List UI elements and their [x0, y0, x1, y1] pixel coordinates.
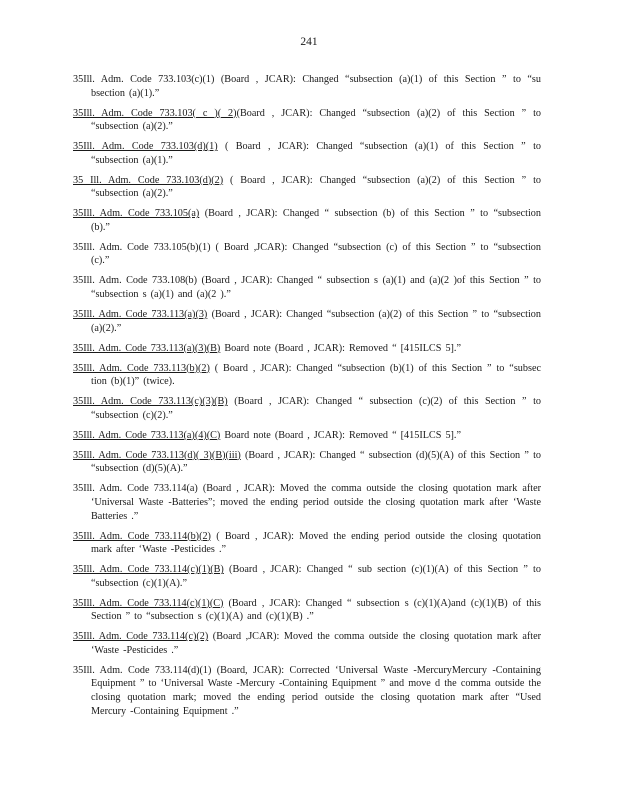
- citation: 35 Ill. Adm. Code 733.103(d)(2): [73, 174, 224, 186]
- amendment-text: ( Board , JCAR): Moved the ending period outside the closing quotation mark after ‘Waste -Pesticides .”: [91, 530, 541, 556]
- amendment-list: [73, 73, 541, 725]
- citation: 35Ill. Adm. Code 733.114(d)(1): [73, 664, 212, 676]
- amendment-entry: [73, 597, 541, 624]
- amendment-entry: [73, 207, 541, 234]
- amendment-text: Board note (Board , JCAR): Removed “ [415ILCS 5].”: [220, 342, 461, 354]
- citation: 35Ill. Adm. Code 733.114(c)(1)(B): [73, 564, 224, 576]
- amendment-entry: [73, 241, 541, 268]
- amendment-entry: [73, 395, 541, 422]
- amendment-entry: [73, 664, 541, 718]
- page-number: 241: [300, 36, 318, 48]
- amendment-text: (Board , JCAR): Changed “ subsection s (c)(1)(A)and (c)(1)(B) of this Section ” to “subsection s (c)(1)(A) and (c)(1)(B) .”: [91, 597, 542, 623]
- amendment-entry: [73, 274, 541, 301]
- amendment-text: (Board , JCAR): Changed “ subsection (d)(5)(A) of this Section ” to “subsection (d)(5)(A).”: [91, 449, 541, 475]
- amendment-entry: [73, 630, 541, 657]
- amendment-entry: [73, 107, 541, 134]
- amendment-text: Board note (Board , JCAR): Removed “ [415ILCS 5].”: [220, 429, 461, 441]
- amendment-entry: [73, 449, 541, 476]
- amendment-entry: [73, 429, 541, 443]
- citation: 35Ill. Adm. Code 733.114(b)(2): [73, 530, 211, 542]
- citation: 35Ill. Adm. Code 733.105(b)(1): [73, 241, 211, 253]
- amendment-text: (Board ,JCAR): Moved the comma outside the closing quotation mark after ‘Waste -Pesticides .”: [91, 631, 542, 656]
- amendment-text: (Board , JCAR): Changed “subsection (a)(1) of this Section ” to “su bsection (a)(1).”: [91, 74, 541, 99]
- amendment-text: (Board , JCAR): Changed “subsection (a)(2) of this Section ” to “subsection (a)(2).”: [91, 107, 542, 133]
- amendment-text: ( Board ,JCAR): Changed “subsection (c) of this Section ” to “subsection (c).”: [91, 241, 541, 267]
- amendment-entry: [73, 563, 541, 590]
- amendment-text: (Board , JCAR): Changed “subsection (a)(2) of this Section ” to “subsection (a)(2).”: [91, 309, 541, 334]
- amendment-text: ( Board , JCAR): Changed “subsection (b)(1) of this Section ” to “subsec tion (b)(1)” (twice).: [91, 362, 541, 388]
- amendment-entry: [73, 530, 541, 557]
- citation: 35Ill. Adm. Code 733.105(a): [73, 208, 200, 220]
- citation: 35Ill. Adm. Code 733.113(a)(3): [73, 309, 208, 321]
- citation: 35Ill. Adm. Code 733.113(a)(3)(B): [73, 342, 221, 354]
- amendment-entry: [73, 342, 541, 356]
- citation: 35Ill. Adm. Code 733.108(b): [73, 275, 198, 287]
- amendment-entry: [73, 73, 541, 100]
- amendment-entry: [73, 308, 541, 335]
- amendment-text: (Board , JCAR): Changed “ subsection (c)(2) of this Section ” to “subsection (c)(2).”: [91, 396, 541, 421]
- citation: 35Ill. Adm. Code 733.114(c)(1)(C): [73, 597, 224, 609]
- amendment-text: (Board , JCAR): Changed “ subsection (b) of this Section ” to “subsection (b).”: [91, 208, 541, 233]
- citation: 35Ill. Adm. Code 733.113(b)(2): [73, 362, 210, 374]
- amendment-text: ( Board , JCAR): Changed “subsection (a)(1) of this Section ” to “subsection (a)(1).”: [91, 141, 541, 166]
- citation: 35Ill. Adm. Code 733.103( c )( 2): [73, 107, 237, 119]
- amendment-text: (Board , JCAR): Changed “ sub section (c)(1)(A) of this Section ” to “subsection (c)(1)(A).”: [91, 564, 541, 589]
- amendment-entry: [73, 174, 541, 201]
- amendment-text: (Board , JCAR): Changed “ subsection s (a)(1) and (a)(2 )of this Section ” to “subsection s (a)(1) and (a)(2 ).”: [91, 275, 542, 301]
- amendment-text: (Board , JCAR): Moved the comma outside the closing quotation mark after ‘Universal Waste -Batteries”; moved the ending period outside the closing quotation mark after ‘Waste Batteries .”: [91, 483, 541, 522]
- amendment-text: ( Board , JCAR): Changed “subsection (a)(2) of this Section ” to “subsection (a)(2).”: [91, 174, 541, 200]
- amendment-entry: [73, 140, 541, 167]
- amendment-text: (Board, JCAR): Corrected ‘Universal Waste -MercuryMercury -Containing Equipment ” to ‘Universal Waste -Mercury -Containing Equipment ” and move d the comma outside the closing quotation mark; moved the ending period outside the closing quotation mark after “Used Mercury -Containing Equipment .”: [91, 664, 541, 717]
- amendment-entry: [73, 482, 541, 523]
- citation: 35Ill. Adm. Code 733.103(c)(1): [73, 74, 215, 85]
- citation: 35Ill. Adm. Code 733.113(d)( 3)(B)(iii): [73, 449, 241, 461]
- citation: 35Ill. Adm. Code 733.114(a): [73, 483, 198, 495]
- amendment-entry: [73, 362, 541, 389]
- citation: 35Ill. Adm. Code 733.113(c)(3)(B): [73, 396, 228, 408]
- citation: 35Ill. Adm. Code 733.113(a)(4)(C): [73, 429, 221, 441]
- citation: 35Ill. Adm. Code 733.114(c)(2): [73, 631, 209, 643]
- citation: 35Ill. Adm. Code 733.103(d)(1): [73, 141, 218, 153]
